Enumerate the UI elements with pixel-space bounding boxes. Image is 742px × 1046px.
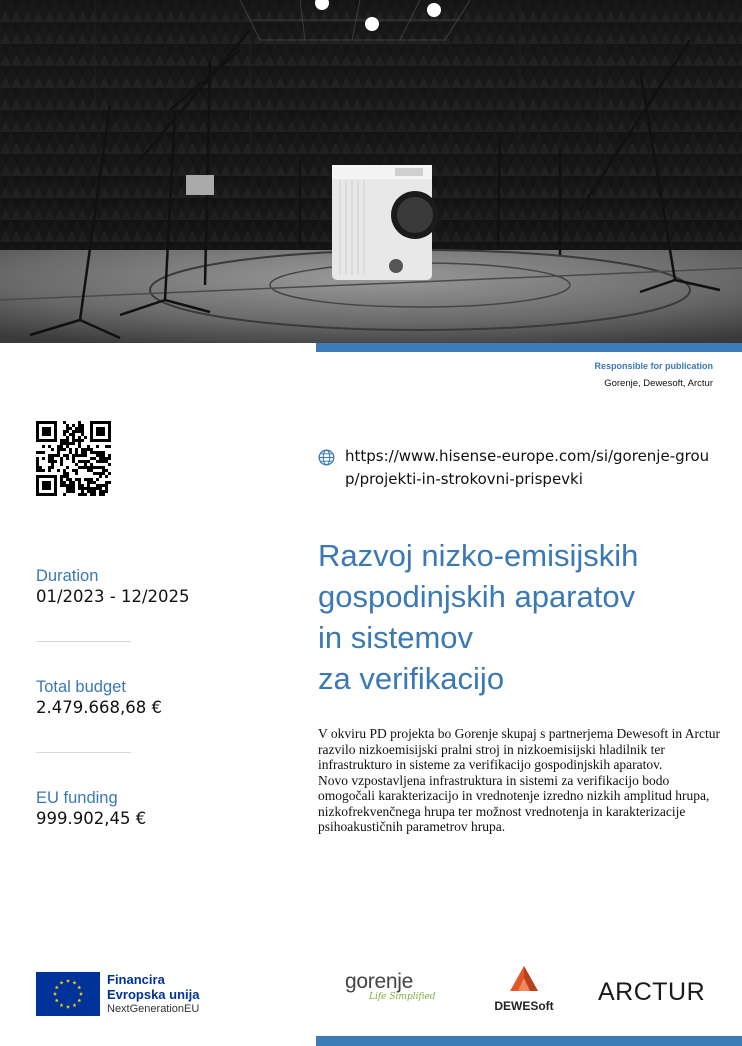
dewesoft-wordmark: DEWESoft: [494, 999, 554, 1013]
gorenje-logo: [345, 970, 440, 1015]
arctur-logo: [598, 978, 708, 1008]
arctur-wordmark: ARCTUR: [598, 978, 706, 1006]
qr-code-icon[interactable]: [36, 421, 111, 496]
budget-block: [36, 678, 162, 717]
duration-value: 01/2023 - 12/2025: [36, 587, 190, 606]
funding-label: EU funding: [36, 789, 118, 807]
budget-value: 2.479.668,68 €: [36, 698, 162, 717]
title-line-2: gospodinjskih aparatov: [318, 579, 636, 614]
accent-bar-top: [316, 343, 742, 352]
eu-line-2: Evropska unija: [107, 987, 200, 1002]
budget-label: Total budget: [36, 678, 126, 696]
hero-photo: [0, 0, 742, 343]
anechoic-chamber-photo: [0, 0, 742, 343]
project-url-link[interactable]: https://www.hisense-europe.com/si/gorenje-group/projekti-in-strokovni-prispevki: [345, 447, 710, 488]
responsible-value: Gorenje, Dewesoft, Arctur: [604, 378, 713, 389]
gorenje-tagline: Life Simplified: [369, 992, 436, 1002]
washing-machine: [332, 165, 439, 280]
eu-flag-icon: [36, 972, 100, 1016]
responsible-label: Responsible for publication: [594, 361, 713, 371]
dewesoft-logo: [488, 964, 560, 1014]
divider: [36, 641, 131, 642]
eu-line-3: NextGenerationEU: [107, 1003, 200, 1015]
title-line-4: za verifikacijo: [318, 661, 505, 696]
eu-funding-text: [107, 972, 199, 1017]
funding-block: [36, 789, 146, 828]
project-description: [318, 726, 728, 835]
divider: [36, 752, 131, 753]
duration-label: Duration: [36, 567, 99, 585]
gorenje-wordmark: gorenje: [345, 970, 413, 993]
globe-icon: [318, 449, 335, 466]
title-line-1: Razvoj nizko-emisijskih: [318, 538, 639, 573]
title-line-3: in sistemov: [318, 620, 474, 655]
dewesoft-symbol-icon: [488, 964, 560, 994]
funding-value: 999.902,45 €: [36, 809, 147, 828]
description-paragraph-1: V okviru PD projekta bo Gorenje skupaj s partnerjema Dewesoft in Arctur razvilo nizkoemisijski pralni stroj in nizkoemisijski hladilnik ter infrastrukturo in sisteme za verifikacijo gospodinjskih aparatov.: [318, 726, 721, 772]
accent-bar-bottom: [316, 1036, 742, 1046]
duration-block: [36, 567, 190, 606]
project-title: [318, 535, 728, 699]
eu-line-1: Financira: [107, 972, 165, 987]
description-paragraph-2: Novo vzpostavljena infrastruktura in sistemi za verifikacijo bodo omogočali karakterizacijo in vrednotenje izredno nizkih amplitud hrupa, nizkofrekvenčnega hrupa ter možnost vrednotenja in karakterizacije psihoakustičnih parametrov hrupa.: [318, 772, 710, 834]
